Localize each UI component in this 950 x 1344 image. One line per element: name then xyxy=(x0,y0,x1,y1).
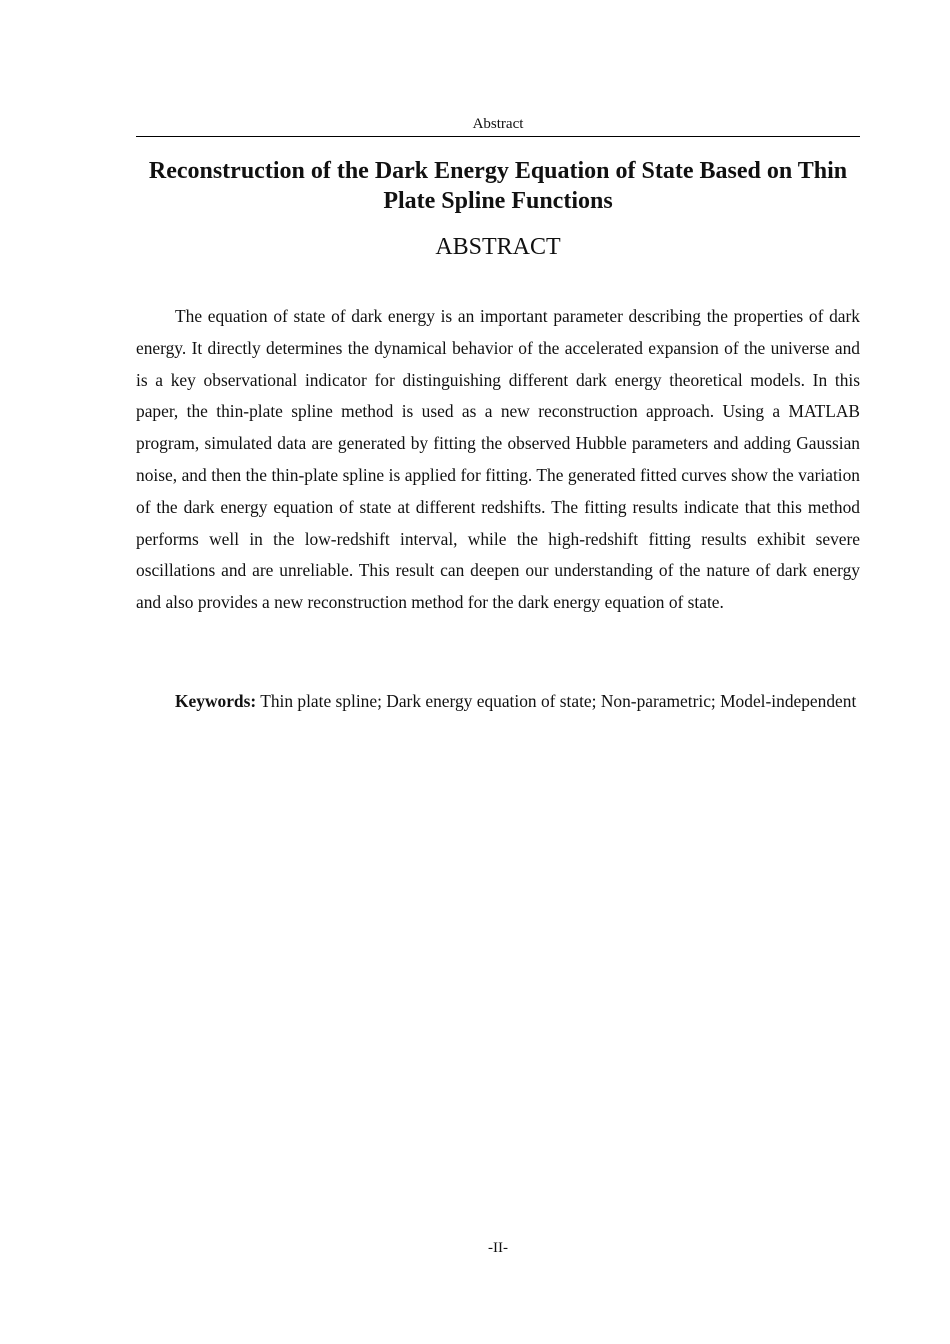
running-header: Abstract xyxy=(472,116,524,132)
keywords-label: Keywords: xyxy=(175,691,257,711)
page-number: -II- xyxy=(488,1240,508,1256)
abstract-heading: ABSTRACT xyxy=(435,234,561,260)
keywords-paragraph xyxy=(136,686,860,718)
paper-title: Reconstruction of the Dark Energy Equation of State Based on Thin Plate Spline Functions xyxy=(148,158,848,214)
abstract-body: The equation of state of dark energy is an important parameter describing the properties of dark energy. It directly determines the dynamical behavior of the accelerated expansion of the universe and is a key observational indicator for distinguishing different dark energy theoretical models. In this paper, the thin-plate spline method is used as a new reconstruction approach. Using a MATLAB program, simulated data are generated by fitting the observed Hubble parameters and adding Gaussian noise, and then the thin-plate spline is applied for fitting. The generated fitted curves show the variation of the dark energy equation of state at different redshifts. The fitting results indicate that this method performs well in the low-redshift interval, while the high-redshift fitting results exhibit severe oscillations and are unreliable. This result can deepen our understanding of the nature of dark energy and also provides a new reconstruction method for the dark energy equation of state. xyxy=(136,306,860,613)
keywords-text: Thin plate spline; Dark energy equation of state; Non-parametric; Model-independent xyxy=(260,691,857,711)
header-rule xyxy=(136,136,860,137)
